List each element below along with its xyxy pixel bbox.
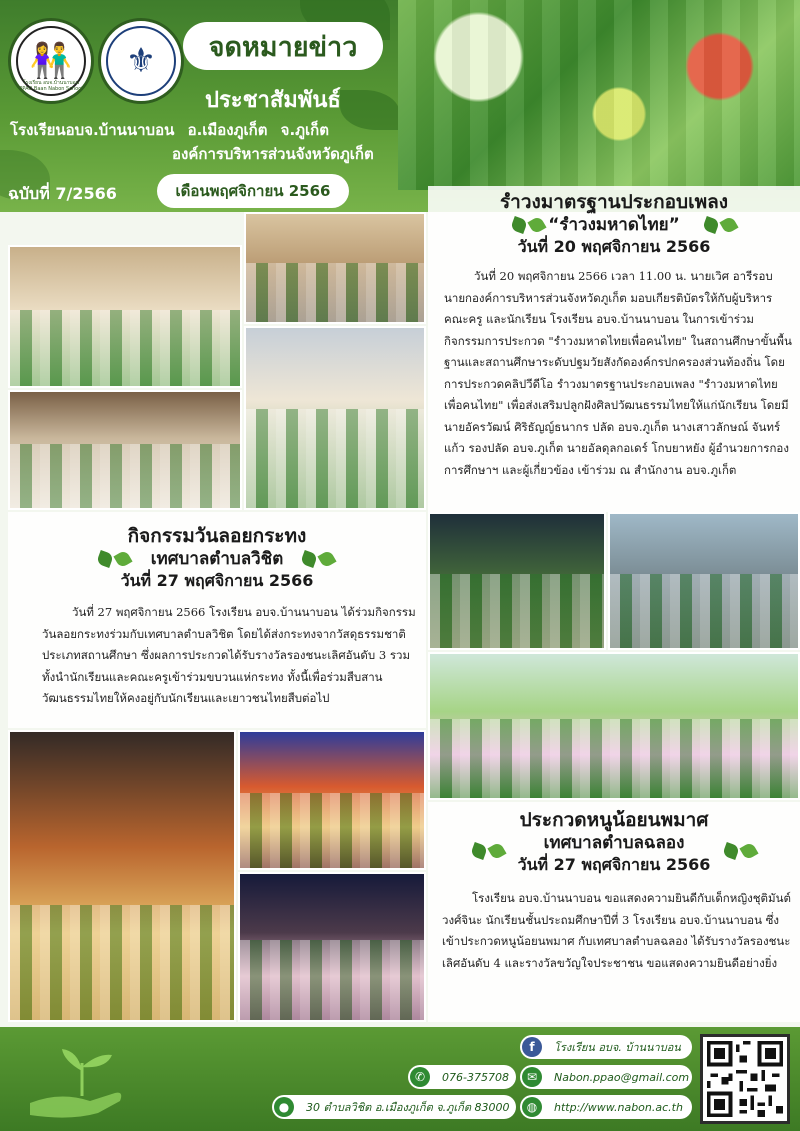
email-text: Nabon.ppao@gmail.com — [554, 1070, 690, 1084]
masthead — [0, 0, 800, 212]
issue-number: ฉบับที่ 7/2566 — [8, 184, 117, 203]
photo-nopphamat-winner — [8, 730, 236, 1022]
org-name-line: องค์การบริหารส่วนจังหวัดภูเก็ต — [172, 145, 374, 163]
pao-logo — [98, 18, 184, 104]
address-text-pill — [272, 1095, 516, 1119]
website-text: http://www.nabon.ac.th — [554, 1100, 683, 1114]
phone-link[interactable] — [408, 1065, 516, 1089]
school-name-line: โรงเรียนอบจ.บ้านนาบอน อ.เมืองภูเก็ต จ.ภูเก็ต — [10, 121, 330, 139]
article1-date: วันที่ 20 พฤศจิกายน 2566 — [517, 237, 711, 256]
flower-ornament-icon — [720, 842, 762, 860]
logo-caption: โรงเรียน อบจ.บ้านนาบอน PPAO Baan Nabon School — [19, 80, 83, 92]
photo-krathong-team — [428, 652, 800, 800]
flower-ornament-icon — [298, 550, 340, 568]
photo-group-with-officials — [8, 390, 242, 510]
article3-body: โรงเรียน อบจ.บ้านนาบอน ขอแสดงความยินดีกับเด็กหญิงชุติมันต์ วงศ์จินะ นักเรียนชั้นประถมศึกษาปีที่ 3 โรงเรียน อบจ.บ้านนาบอน ซึ่งเข้าประกวดหนูน้อยนพมาศ กับเทศบาลตำบลฉลอง ได้รับรางวัลรองชนะเลิศอันดับ 4 และรางวัลขวัญใจประชาชน ขอแสดงความยินดีอย่างยิ่ง — [442, 891, 791, 970]
photo-krathong-parade — [608, 512, 800, 650]
qr-code — [700, 1034, 790, 1124]
school-emblem-icon: 👫 — [16, 26, 86, 96]
school-logo — [8, 18, 94, 104]
flower-ornament-icon — [508, 216, 550, 234]
address-text: 30 ตำบลวิชิต อ.เมืองภูเก็ต จ.ภูเก็ต 83000 — [306, 1101, 510, 1114]
flower-ornament-icon — [700, 216, 742, 234]
newsletter-title: จดหมายข่าว — [183, 22, 383, 70]
article-loykrathong — [8, 512, 426, 728]
flower-ornament-icon — [94, 550, 136, 568]
article3-subheading: เทศบาลตำบลฉลอง — [543, 833, 685, 853]
article2-subheading: เทศบาลตำบลวิชิต — [150, 549, 284, 569]
article2-body: วันที่ 27 พฤศจิกายน 2566 โรงเรียน อบจ.บ้านนาบอน ได้ร่วมกิจกรรมวันลอยกระทงร่วมกับเทศบาลตำบลวิชิต โดยได้ส่งกระทงจากวัสดุธรรมชาติประเภทสถานศึกษา ซึ่งผลการประกวดได้รับรางวัลรองชนะเลิศอันดับ 3 รวมทั้งนำนักเรียนและคณะครูเข้าร่วมขบวนแห่กระทง ทั้งนี้เพื่อร่วมสืบสานวัฒนธรรมไทยให้คงอยู่กับนักเรียนและเยาวชนไทยสืบต่อไป — [42, 605, 416, 705]
article-nopphamat — [428, 802, 800, 1022]
hand-plant-icon — [20, 1041, 140, 1121]
article1-body: วันที่ 20 พฤศจิกายน 2566 เวลา 11.00 น. นายเวิศ อารีรอบ นายกองค์การบริหารส่วนจังหวัดภูเก็ต มอบเกียรติบัตรให้กับผู้บริหาร คณะครู และนักเรียน โรงเรียน อบจ.บ้านนาบอน ในการเข้าร่วมกิจกรรมการประกวด "รำวงมหาดไทยเพื่อคนไทย" ในสถานศึกษาขั้นพื้นฐานและสถานศึกษาระดับปฐมวัยสังกัดองค์กรปกครองส่วนท้องถิ่น โดยการประกวดคลิปวีดีโอ รำวงมาตรฐานประกอบเพลง "รำวงมหาดไทยเพื่อคนไทย" เพื่อส่งเสริมปลูกฝังศิลปวัฒนธรรมไทยให้แก่นักเรียน โดยมี นายอัครวัฒน์ ศิริธัญญ์ธนากร ปลัด อบจ.ภูเก็ต นางเสาวลักษณ์ จันทร์แก้ว รองปลัด อบจ.ภูเก็ต นายอัลดุลกอเดร์ โกบยาหยัง ผู้อำนวยการกองการศึกษาฯ และผู้เกี่ยวข้อง เข้าร่วม ณ สำนักงาน อบจ.ภูเก็ต — [444, 269, 792, 477]
facebook-icon: f — [522, 1037, 542, 1057]
photo-group-students-certificates — [8, 245, 242, 388]
mail-icon: ✉ — [522, 1067, 542, 1087]
header-collage-photo — [398, 0, 800, 190]
article2-date: วันที่ 27 พฤศจิกายน 2566 — [120, 571, 314, 590]
facebook-link[interactable] — [520, 1035, 692, 1059]
flower-ornament-icon — [468, 842, 510, 860]
phone-text: 076-375708 — [442, 1070, 509, 1084]
photo-students-with-certificates — [244, 326, 426, 510]
article1-subheading: “รำวงมหาดไทย” — [548, 215, 680, 235]
pao-emblem-icon: ⚜ — [106, 26, 176, 96]
email-link[interactable] — [520, 1065, 692, 1089]
globe-icon: ◍ — [522, 1097, 542, 1117]
photo-certificate-presentation — [244, 212, 426, 324]
photo-nopphamat-stage — [238, 730, 426, 870]
article1-heading: รำวงมาตรฐานประกอบเพลง — [499, 191, 729, 213]
pin-icon: ● — [274, 1097, 294, 1117]
leaf-decoration — [340, 90, 400, 130]
photo-krathong-award — [428, 512, 606, 650]
issue-month: เดือนพฤศจิกายน 2566 — [157, 174, 349, 208]
article-ramwong — [428, 186, 800, 512]
article3-date: วันที่ 27 พฤศจิกายน 2566 — [517, 855, 711, 874]
website-link[interactable] — [520, 1095, 692, 1119]
article3-heading: ประกวดหนูน้อยนพมาศ — [519, 809, 709, 831]
phone-icon: ✆ — [410, 1067, 430, 1087]
photo-nopphamat-group — [238, 872, 426, 1022]
contact-footer — [0, 1027, 800, 1131]
newsletter-subtitle: ประชาสัมพันธ์ — [205, 88, 341, 113]
facebook-text: โรงเรียน อบจ. บ้านนาบอน — [554, 1041, 681, 1054]
article2-heading: กิจกรรมวันลอยกระทง — [127, 525, 307, 547]
